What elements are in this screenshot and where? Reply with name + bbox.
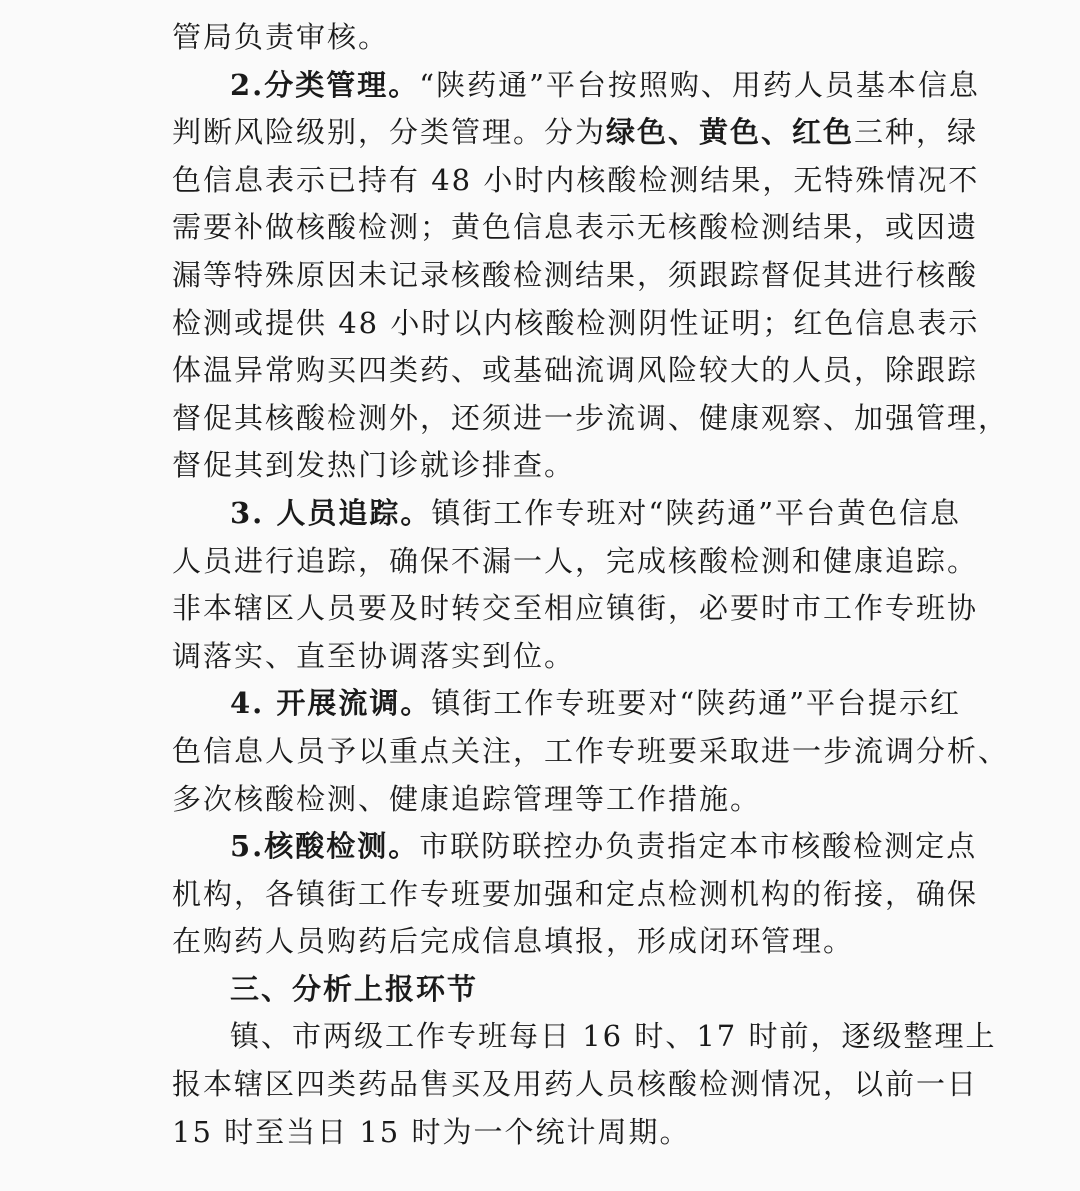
text-line: 督促其到发热门诊就诊排查。 — [172, 448, 576, 483]
paragraph-first-line: 镇、市两级工作专班每日 16 时、17 时前，逐级整理上 — [230, 1019, 997, 1054]
section-heading: 三、分析上报环节 — [230, 971, 479, 1006]
text-line: 机构，各镇街工作专班要加强和定点检测机构的衔接，确保 — [172, 876, 979, 911]
paragraph-text: 市联防联控办负责指定本市核酸检测定点 — [419, 829, 978, 864]
paragraph-heading: 2.分类管理。 — [230, 67, 420, 102]
paragraph-2-first-line — [172, 62, 980, 110]
paragraph-heading: 4. 开展流调。 — [230, 686, 432, 721]
text-line: 体温异常购买四类药、或基础流调风险较大的人员，除跟踪 — [172, 353, 979, 388]
text-line: 15 时至当日 15 时为一个统计周期。 — [172, 1114, 691, 1149]
text-line: 多次核酸检测、健康追踪管理等工作措施。 — [172, 781, 762, 816]
text-line: 非本辖区人员要及时转交至相应镇街，必要时市工作专班协 — [172, 591, 979, 626]
text-line: 调落实、直至协调落实到位。 — [172, 638, 576, 673]
text-line: 管局负责审核。 — [172, 20, 390, 54]
paragraph-text: 镇街工作专班对“陕药通”平台黄色信息 — [431, 495, 962, 530]
text-line: 检测或提供 48 小时以内核酸检测阴性证明；红色信息表示 — [172, 305, 980, 340]
paragraph-5-first-line — [172, 823, 978, 871]
text-line: 漏等特殊原因未记录核酸检测结果，须跟踪督促其进行核酸 — [172, 257, 979, 292]
paragraph-text: “陕药通”平台按照购、用药人员基本信息 — [419, 67, 980, 102]
text-line: 督促其核酸检测外，还须进一步流调、健康观察、加强管理， — [172, 400, 1010, 435]
emphasis-colors: 绿色、黄色、红色 — [606, 115, 855, 150]
paragraph-heading: 3. 人员追踪。 — [230, 495, 432, 530]
paragraph-heading: 5.核酸检测。 — [230, 829, 420, 864]
text-line: 色信息人员予以重点关注，工作专班要采取进一步流调分析、 — [172, 733, 1010, 768]
text-line: 在购药人员购药后完成信息填报，形成闭环管理。 — [172, 924, 855, 959]
text-line: 人员进行追踪，确保不漏一人，完成核酸检测和健康追踪。 — [172, 543, 979, 578]
text-line: 色信息表示已持有 48 小时内核酸检测结果，无特殊情况不 — [172, 162, 980, 197]
text-line: 需要补做核酸检测；黄色信息表示无核酸检测结果，或因遗 — [172, 210, 979, 245]
paragraph-3-first-line — [172, 490, 962, 538]
text-line: 判断风险级别，分类管理。分为绿色、黄色、红色三种，绿 — [172, 115, 979, 150]
text-line: 报本辖区四类药品售买及用药人员核酸检测情况，以前一日 — [172, 1067, 979, 1102]
paragraph-text: 镇街工作专班要对“陕药通”平台提示红 — [431, 686, 962, 721]
paragraph-4-first-line — [172, 680, 962, 728]
